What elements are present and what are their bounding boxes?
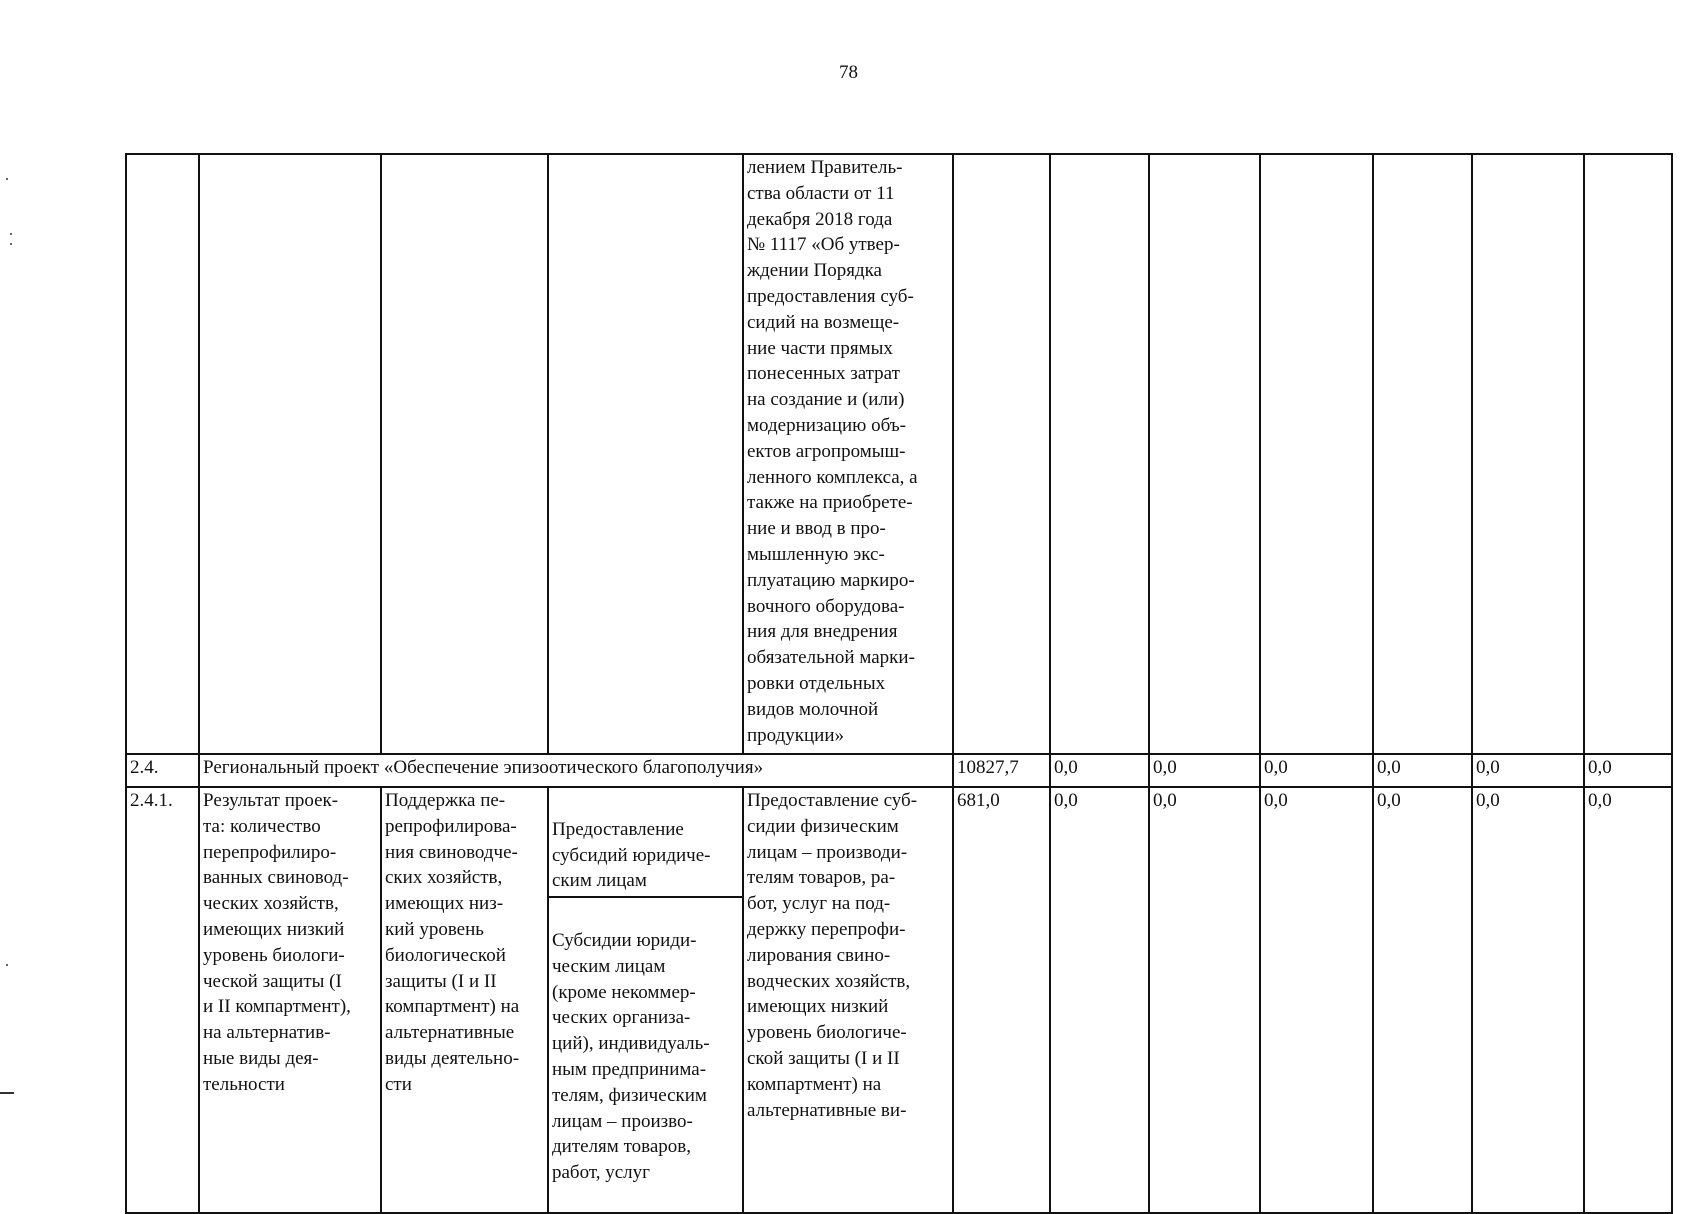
cell-direction-bottom: Субсидии юриди- ческим лицам (кроме некоммер- ческих организа- ций), индивидуаль- ным предпринима- телям, физическим лицам – произво- дителям товаров, работ, услуг	[552, 929, 710, 1184]
scan-mark	[6, 178, 8, 180]
cell-direction-top: Предоставление субсидий юридиче- ским лицам	[549, 814, 742, 898]
cell-measure	[381, 154, 548, 754]
cell-value: 0,0	[1584, 754, 1672, 787]
cell-value: 0,0	[1373, 754, 1472, 787]
cell-legal-basis: Предоставление суб- сидии физическим лицам – производи- телям товаров, ра- бот, услуг на под- держку перепрофи- лирования свино- водческих хозяйств, имеющих низкий уровень биологиче- ской защиты (I и II компартмент) на альтернативные ви-	[743, 787, 953, 1213]
cell-value: 0,0	[1472, 754, 1584, 787]
cell-value	[1584, 154, 1672, 754]
budget-table	[125, 153, 1673, 1214]
scan-mark	[10, 233, 12, 235]
table-row-project	[126, 754, 1672, 787]
cell-value: 0,0	[1050, 754, 1149, 787]
cell-num: 2.4.1.	[126, 787, 199, 1213]
cell-value	[1050, 154, 1149, 754]
cell-value	[1373, 154, 1472, 754]
cell-total: 681,0	[953, 787, 1050, 1213]
cell-direction	[548, 787, 743, 1213]
scan-mark	[6, 964, 8, 966]
cell-value: 0,0	[1149, 754, 1260, 787]
scan-mark	[0, 1092, 14, 1094]
cell-value: 0,0	[1149, 787, 1260, 1213]
cell-total	[953, 154, 1050, 754]
cell-value	[1260, 154, 1373, 754]
scan-mark	[10, 243, 12, 245]
cell-project-name: Региональный проект «Обеспечение эпизоотического благополучия»	[199, 754, 953, 787]
cell-value	[1472, 154, 1584, 754]
cell-num: 2.4.	[126, 754, 199, 787]
cell-value: 0,0	[1472, 787, 1584, 1213]
page-number: 78	[839, 62, 858, 83]
table-row-result	[126, 787, 1672, 1213]
cell-value: 0,0	[1260, 754, 1373, 787]
table-row-continuation	[126, 154, 1672, 754]
cell-value	[1149, 154, 1260, 754]
cell-value: 0,0	[1260, 787, 1373, 1213]
cell-value: 0,0	[1050, 787, 1149, 1213]
cell-value: 0,0	[1584, 787, 1672, 1213]
cell-result	[199, 154, 381, 754]
cell-result: Результат проек- та: количество перепрофилиро- ванных свиновод- ческих хозяйств, имеющих низкий уровень биологи- ческой защиты (I и II компартмент), на альтернатив- ные виды дея- тельности	[199, 787, 381, 1213]
cell-measure: Поддержка пе- репрофилирова- ния свиноводче- ских хозяйств, имеющих низ- кий уровень биологической защиты (I и II компартмент) на альтернативные виды деятельно- сти	[381, 787, 548, 1213]
cell-direction	[548, 154, 743, 754]
cell-value: 0,0	[1373, 787, 1472, 1213]
cell-num	[126, 154, 199, 754]
cell-legal-basis: лением Правитель- ства области от 11 декабря 2018 года № 1117 «Об утвер- ждении Порядка предоставления суб- сидий на возмеще- ние части прямых понесенных затрат на создание и (или) модернизацию объ- ектов агропромыш- ленного комплекса, а также на приобрете- ние и ввод в про- мышленную экс- плуатацию маркиро- вочного оборудова- ния для внедрения обязательной марки- ровки отдельных видов молочной продукции»	[743, 154, 953, 754]
cell-total: 10827,7	[953, 754, 1050, 787]
